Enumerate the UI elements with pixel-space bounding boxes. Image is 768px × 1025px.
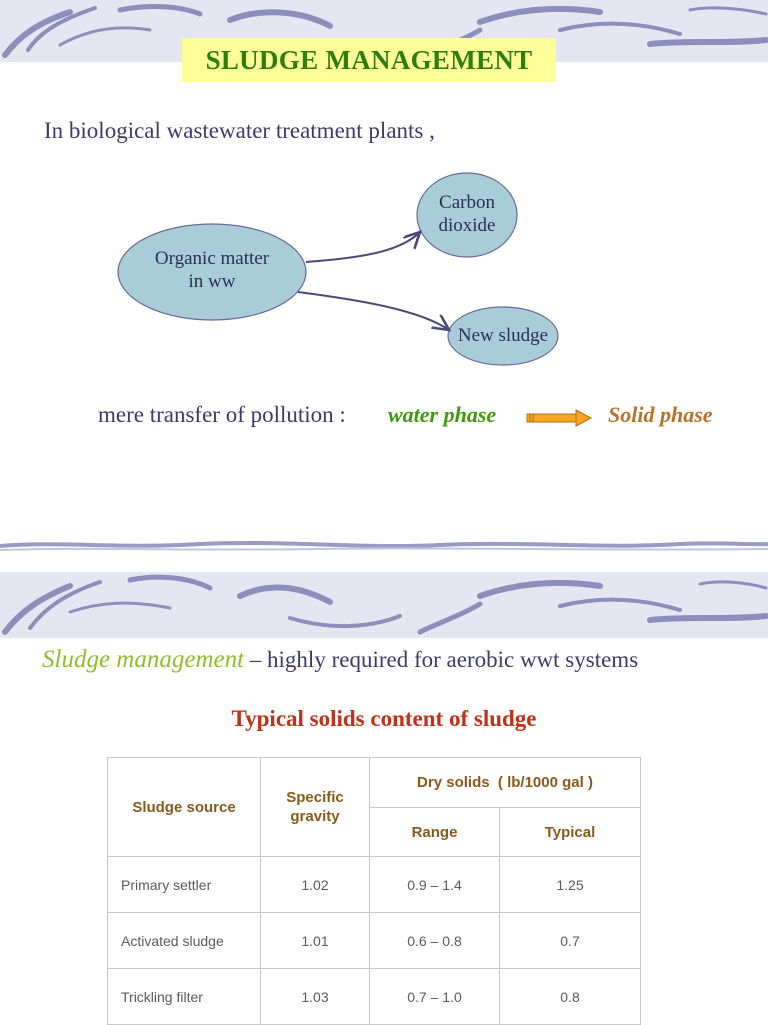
water-phase-label: water phase [388, 402, 497, 427]
cell-typical: 1.25 [500, 857, 641, 913]
slide-divider [0, 538, 768, 552]
transfer-text: mere transfer of pollution : [98, 402, 346, 427]
table-row [108, 969, 641, 1025]
table-header-row [108, 758, 641, 808]
decorative-wave-band-mid [0, 572, 768, 638]
cell-source: Primary settler [108, 857, 261, 913]
new-sludge-label: New sludge [457, 325, 549, 346]
slide-title: SLUDGE MANAGEMENT [182, 38, 556, 82]
right-arrow-icon [526, 409, 592, 427]
arrow-to-carbon-dioxide [306, 232, 420, 262]
cell-typical: 0.8 [500, 969, 641, 1025]
cell-range: 0.6 – 0.8 [370, 913, 500, 969]
header-typical: Typical [500, 808, 641, 857]
sludge-management-line [42, 646, 638, 674]
arrow-to-new-sludge [298, 292, 449, 330]
cell-source: Activated sludge [108, 913, 261, 969]
sludge-management-lead: Sludge management [42, 646, 245, 673]
header-sludge-source: Sludge source [108, 758, 261, 857]
process-diagram [0, 160, 768, 390]
header-range: Range [370, 808, 500, 857]
table-row [108, 857, 641, 913]
solid-phase-label: Solid phase [608, 402, 713, 427]
cell-source: Trickling filter [108, 969, 261, 1025]
cell-range: 0.9 – 1.4 [370, 857, 500, 913]
cell-gravity: 1.03 [261, 969, 370, 1025]
intro-text: In biological wastewater treatment plants , [44, 118, 435, 143]
organic-matter-label: Organic matter in ww [154, 248, 270, 292]
cell-typical: 0.7 [500, 913, 641, 969]
solids-content-table [107, 757, 641, 1025]
header-specific-gravity: Specific gravity [261, 758, 370, 857]
cell-gravity: 1.01 [261, 913, 370, 969]
cell-range: 0.7 – 1.0 [370, 969, 500, 1025]
sludge-management-rest: – highly required for aerobic wwt systems [244, 647, 639, 672]
table-row [108, 913, 641, 969]
table-title: Typical solids content of sludge [231, 706, 537, 731]
carbon-dioxide-label: Carbon dioxide [438, 192, 496, 236]
header-dry-solids: Dry solids ( lb/1000 gal ) [370, 758, 641, 808]
cell-gravity: 1.02 [261, 857, 370, 913]
